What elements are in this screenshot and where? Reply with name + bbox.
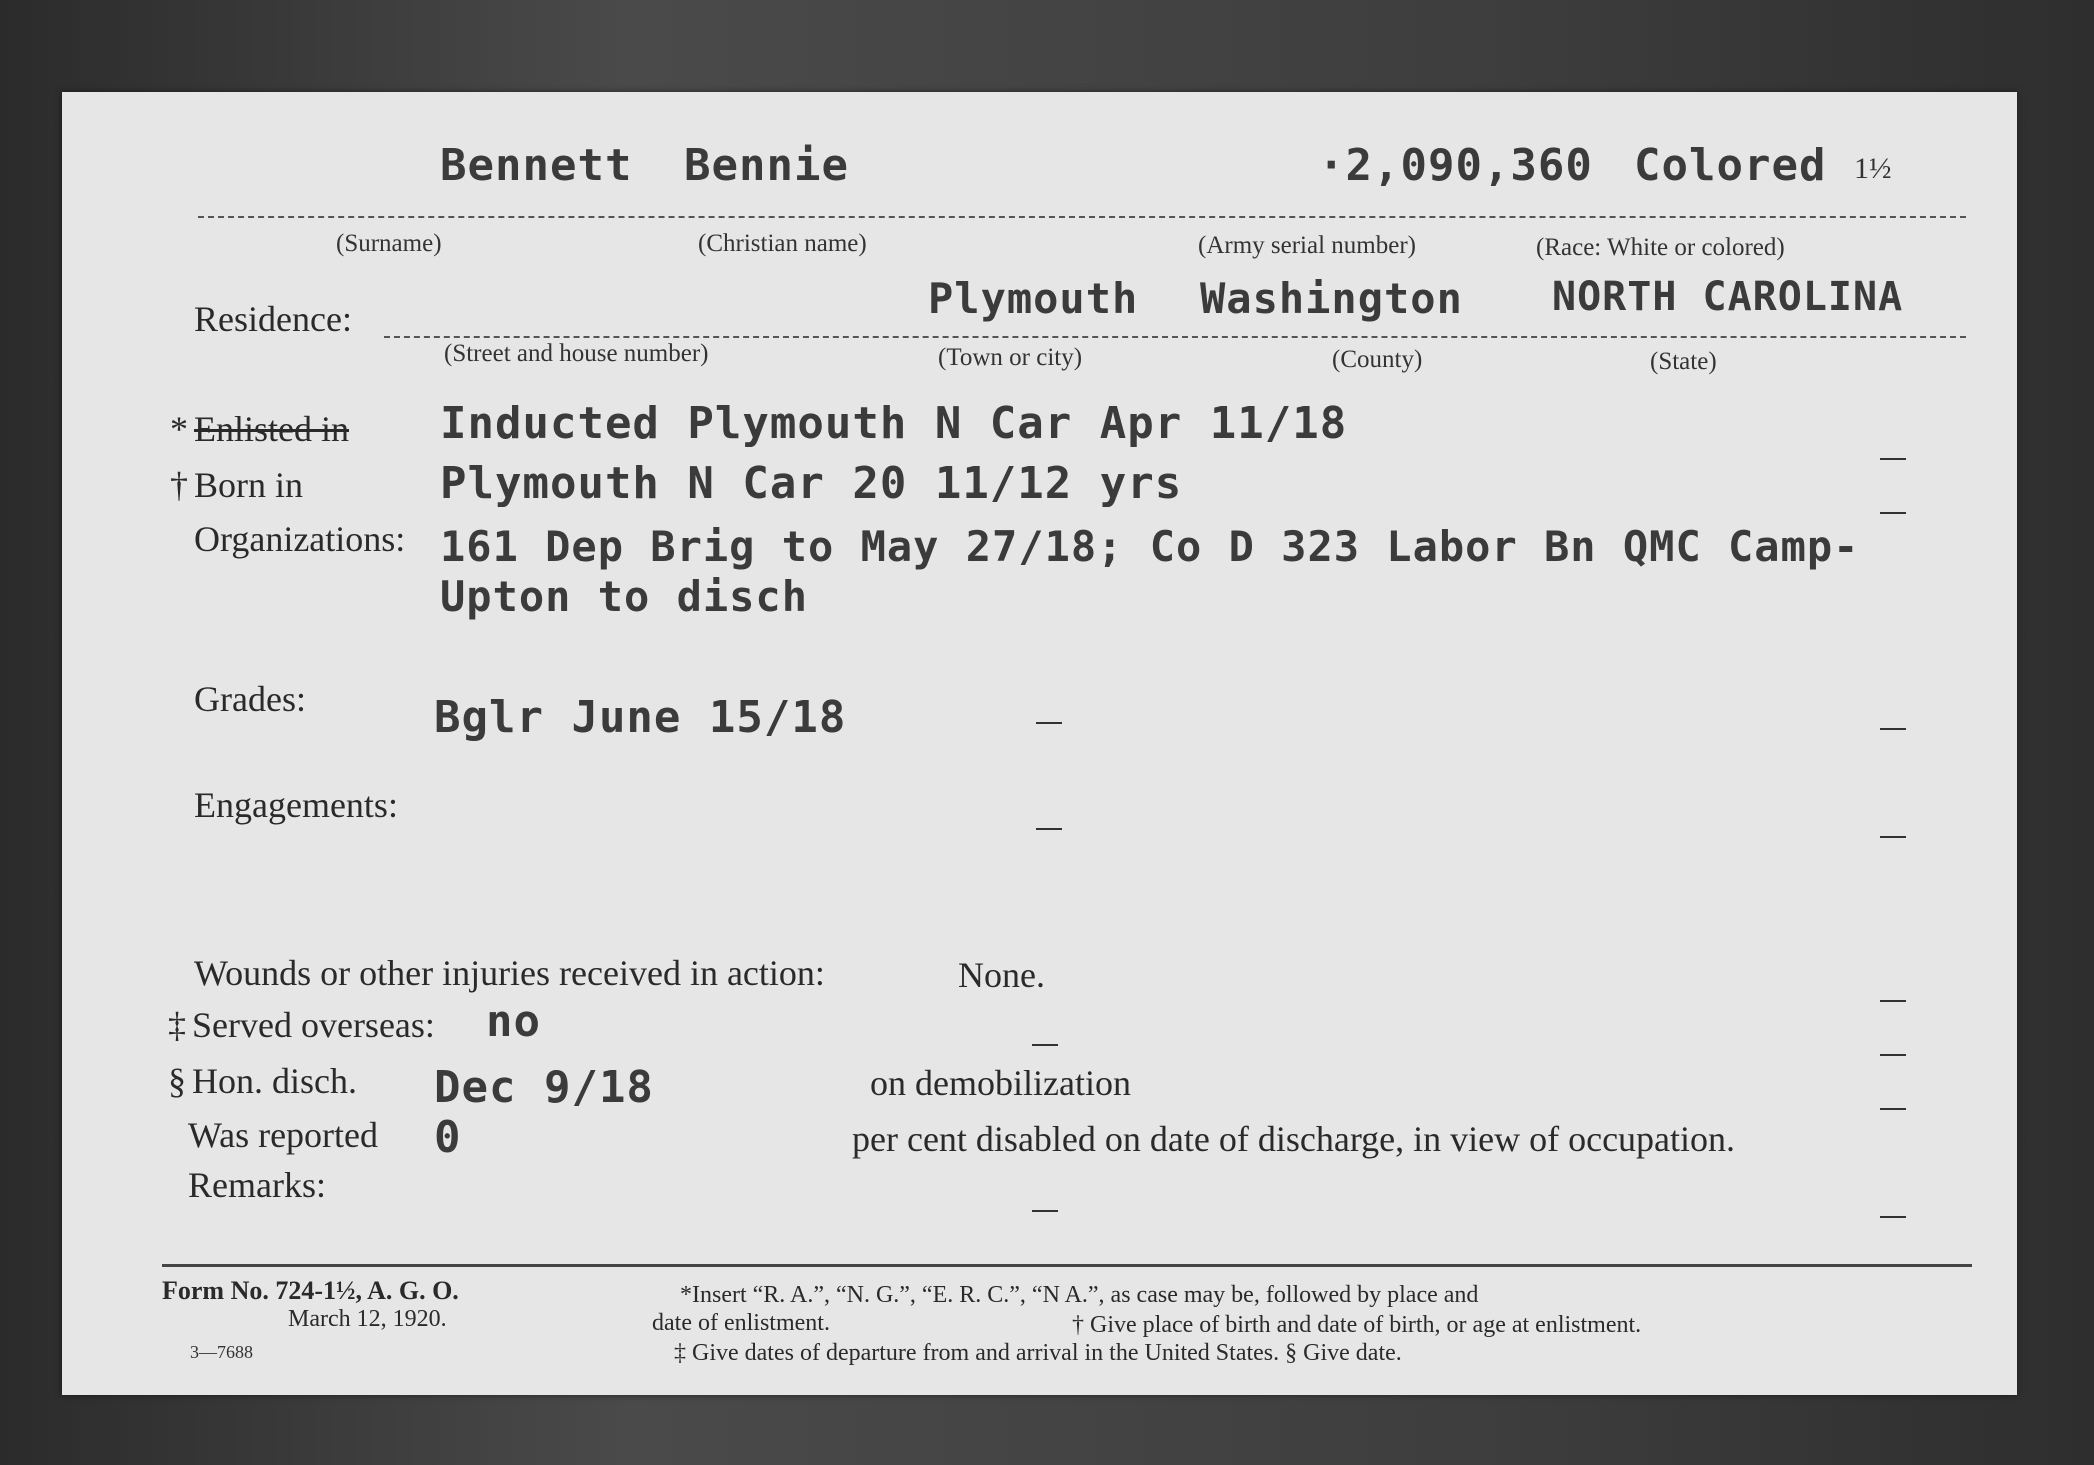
caption-street: (Street and house number): [444, 340, 709, 367]
engagements-tick-right: [1880, 836, 1906, 838]
reported-note: per cent disabled on date of discharge, in view of occupation.: [852, 1119, 1736, 1159]
footnote-enlistment: *Insert “R. A.”, “N. G.”, “E. R. C.”, “N A.”, as case may be, followed by place and: [680, 1282, 1479, 1308]
footnote-overseas: ‡ Give dates of departure from and arrival in the United States. § Give date.: [674, 1340, 1402, 1366]
wounds-tick-right: [1880, 1000, 1906, 1002]
remarks-tick-mid: [1032, 1210, 1058, 1212]
discharge-tick-right: [1880, 1108, 1906, 1110]
caption-surname: (Surname): [336, 230, 442, 257]
born-label: Born in: [194, 465, 304, 505]
enlisted-label: Enlisted in: [194, 409, 349, 449]
organizations-line-2: Upton to disch: [440, 572, 809, 621]
born-value: Plymouth N Car 20 11/12 yrs: [440, 458, 1183, 509]
organizations-line-1: 161 Dep Brig to May 27/18; Co D 323 Labor Bn QMC Camp-: [440, 522, 1860, 571]
overseas-label: Served overseas:: [192, 1005, 435, 1045]
wounds-value: None.: [958, 955, 1045, 995]
residence-county: Washington: [1200, 274, 1463, 323]
grades-value: Bglr June 15/18: [434, 692, 847, 743]
discharge-note: on demobilization: [870, 1063, 1131, 1103]
organizations-label: Organizations:: [194, 519, 406, 559]
caption-state: (State): [1650, 348, 1717, 375]
grades-label: Grades:: [194, 679, 306, 719]
service-record-card: [62, 92, 2017, 1395]
born-tick: [1880, 458, 1906, 460]
race-note: 1½: [1854, 152, 1892, 185]
overseas-tick-right: [1880, 1054, 1906, 1056]
overseas-tick-mid: [1032, 1044, 1058, 1046]
form-number: Form No. 724-1½, A. G. O.: [162, 1276, 459, 1305]
residence-state: NORTH CAROLINA: [1552, 274, 1904, 320]
surname-value: Bennett: [440, 140, 633, 191]
reported-label: Was reported: [188, 1115, 379, 1155]
residence-label: Residence:: [194, 299, 352, 339]
caption-race: (Race: White or colored): [1536, 234, 1785, 261]
christian-name-value: Bennie: [684, 140, 849, 191]
grades-tick-mid: [1036, 722, 1062, 724]
header-dashed-line: [198, 216, 1966, 218]
residence-dashed-line: [384, 336, 1966, 338]
wounds-label: Wounds or other injuries received in action:: [194, 953, 825, 993]
residence-town: Plymouth: [928, 274, 1139, 323]
caption-county: (County): [1332, 346, 1423, 373]
overseas-marker: ‡: [168, 1005, 186, 1045]
caption-town: (Town or city): [938, 344, 1083, 371]
reported-value: 0: [434, 1112, 462, 1163]
footer-rule: [162, 1264, 1972, 1267]
caption-serial-number: (Army serial number): [1198, 232, 1416, 259]
discharge-label: Hon. disch.: [192, 1061, 357, 1101]
remarks-label: Remarks:: [188, 1165, 326, 1205]
footnote-enlistment-cont: date of enlistment.: [652, 1310, 830, 1336]
discharge-marker: §: [168, 1061, 186, 1101]
overseas-value: no: [486, 996, 541, 1047]
caption-christian-name: (Christian name): [698, 230, 867, 257]
discharge-value: Dec 9/18: [434, 1062, 654, 1113]
serial-number-value: ·2,090,360: [1318, 140, 1593, 191]
engagements-tick-mid: [1036, 828, 1062, 830]
race-value: Colored: [1634, 140, 1827, 191]
enlisted-marker: *: [170, 409, 188, 449]
enlisted-value: Inducted Plymouth N Car Apr 11/18: [440, 398, 1348, 449]
form-date: March 12, 1920.: [288, 1306, 447, 1332]
footnote-birth: † Give place of birth and date of birth, or age at enlistment.: [1072, 1312, 1642, 1338]
print-code: 3—7688: [190, 1342, 253, 1362]
born-marker: †: [170, 465, 188, 505]
remarks-tick-right: [1880, 1216, 1906, 1218]
grades-tick-right: [1880, 728, 1906, 730]
engagements-label: Engagements:: [194, 785, 398, 825]
born-tick-2: [1880, 512, 1906, 514]
